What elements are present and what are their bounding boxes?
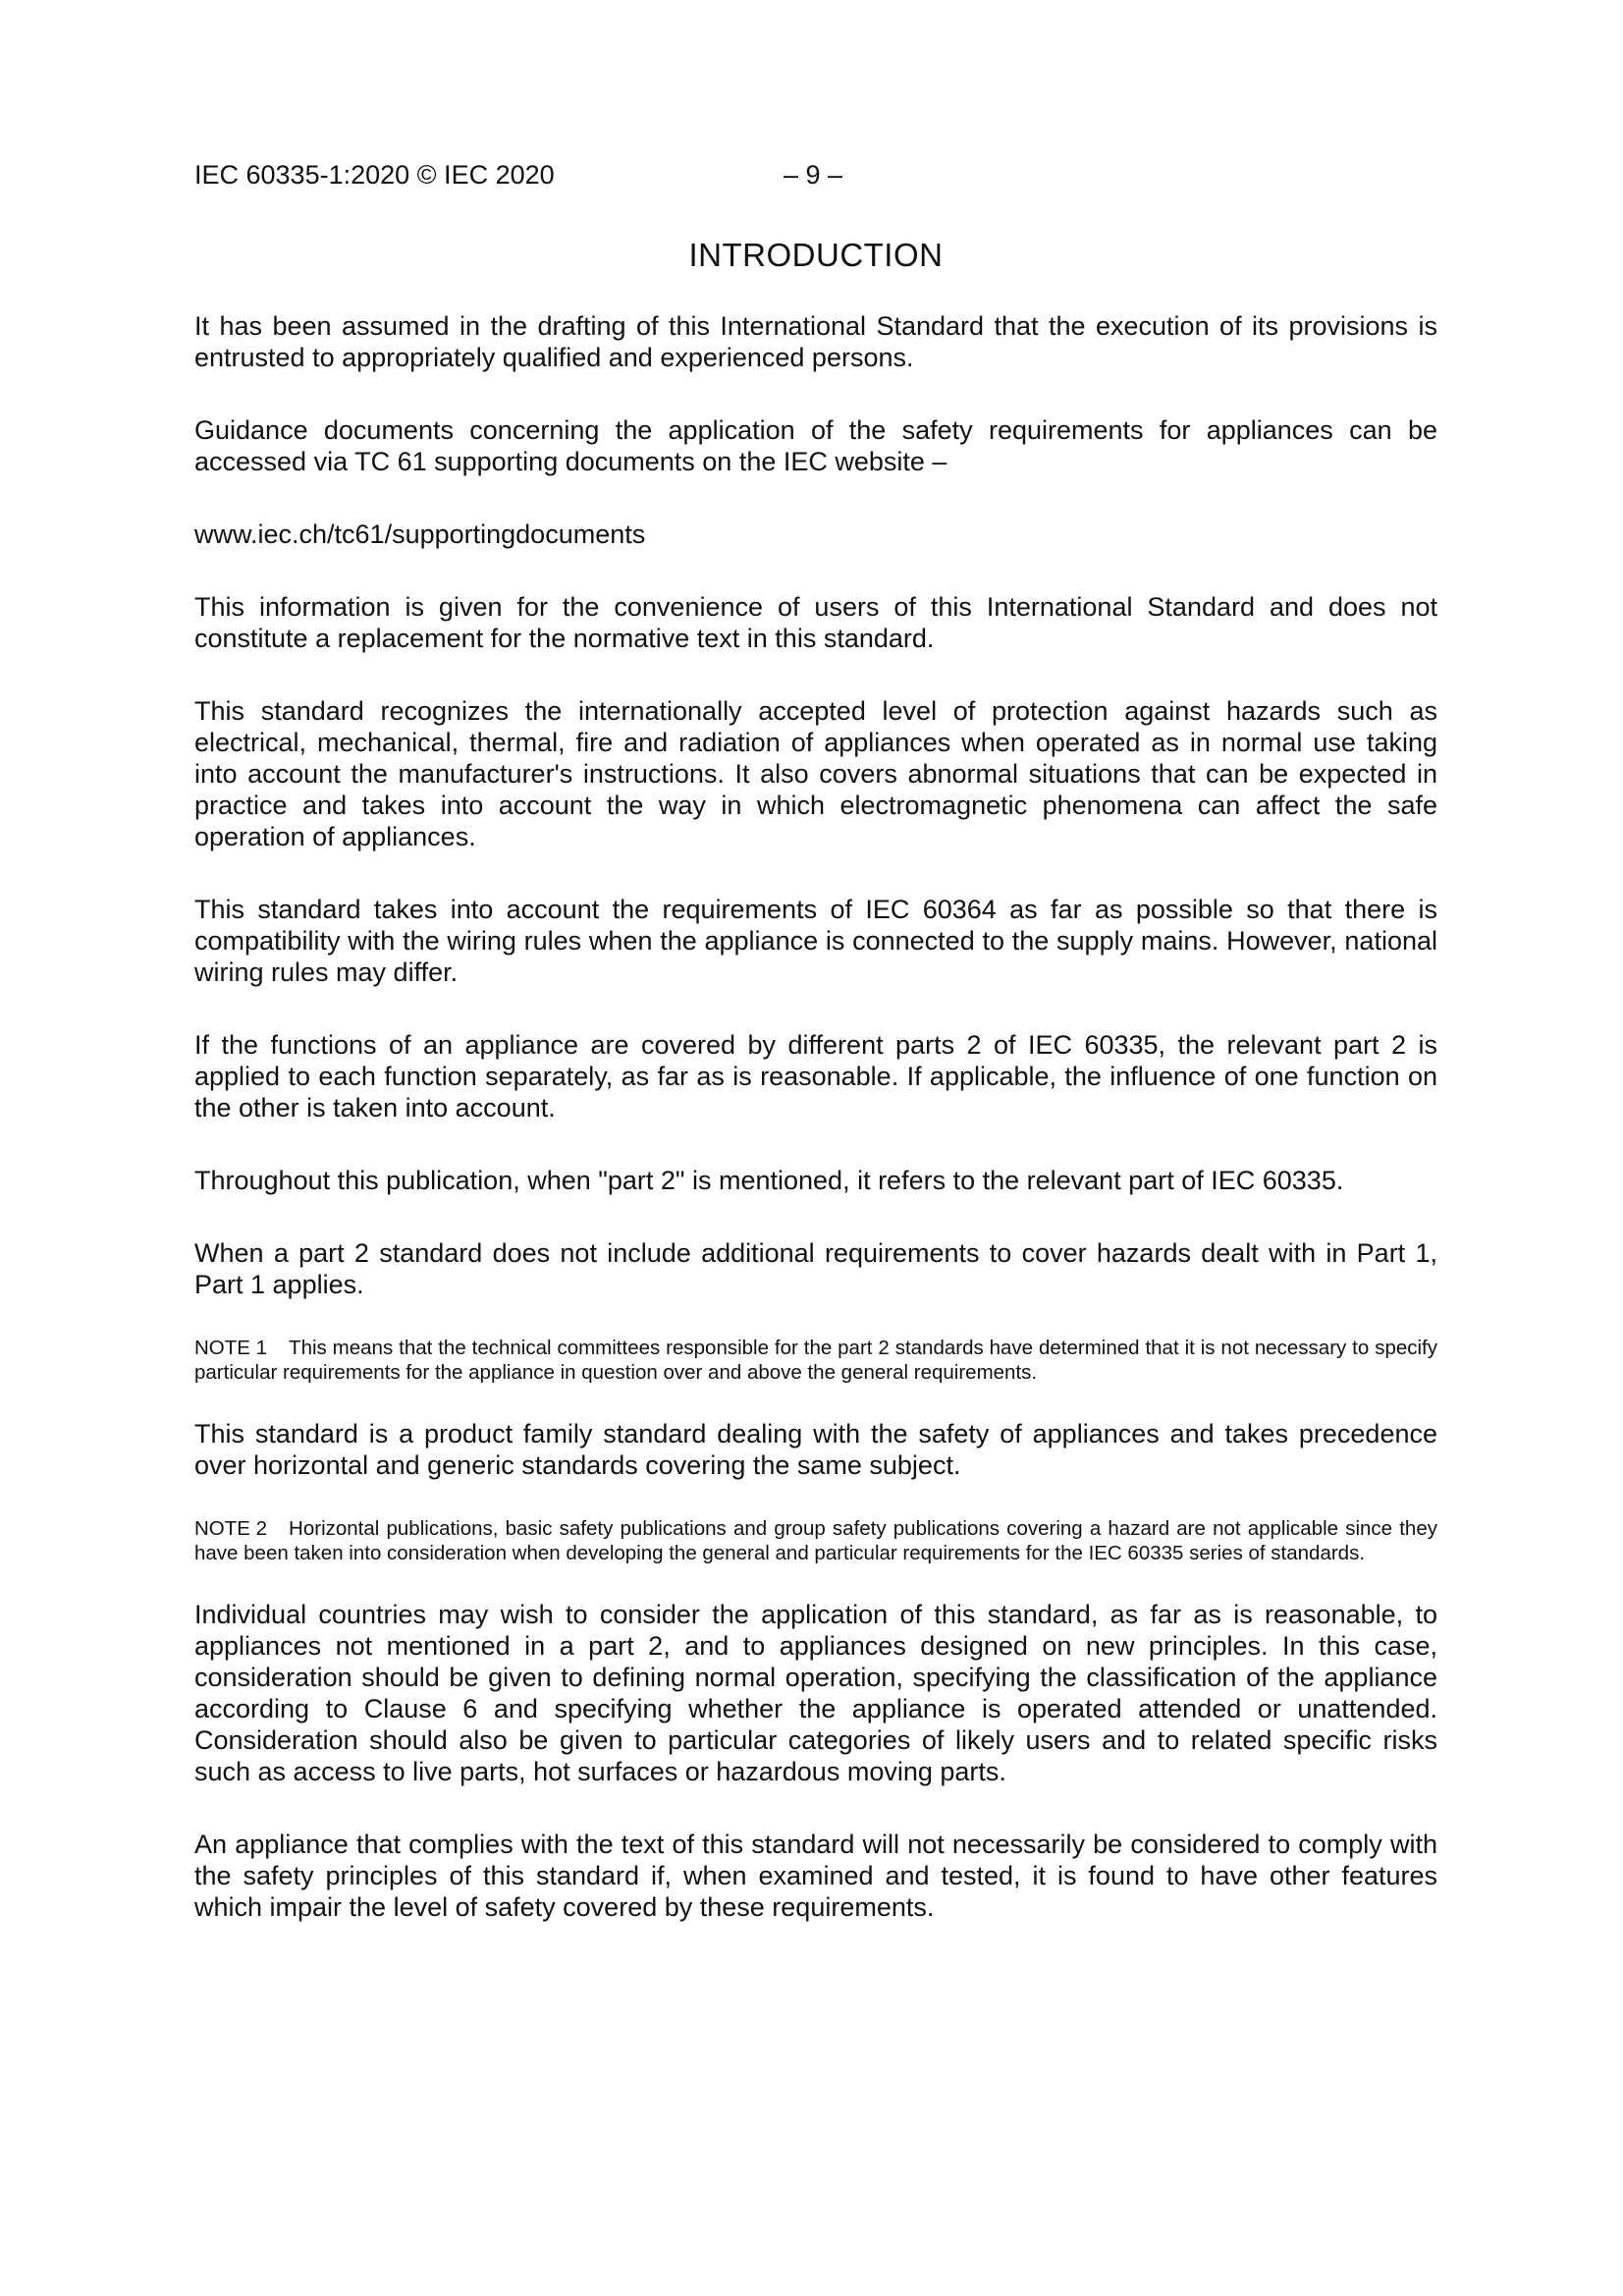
- paragraph-part2-definition: Throughout this publication, when "part 2" is mentioned, it refers to the relevant part of IEC 60335.: [194, 1166, 1344, 1195]
- paragraph-individual-countries: Individual countries may wish to consider the application of this standard, as far as is reasonable, to appliances not mentioned in a part 2, and to appliances designed on new principles. In this case, consideration should be given to defining normal operation, specifying the classification of the appliance according to Clause 6 and specifying whether the appliance is operated attended or unattended. Consideration should also be given to particular categories of likely users and to related specific risks such as access to live parts, hot surfaces or hazardous moving parts.: [194, 1600, 1437, 1786]
- note-1-label: NOTE 1: [194, 1337, 268, 1359]
- paragraph-guidance-documents: Guidance documents concerning the application of the safety requirements for appliances can be accessed via TC 61 supporting documents on the IEC website –: [194, 415, 1437, 476]
- paragraph-functions-parts: If the functions of an appliance are covered by different parts 2 of IEC 60335, the relevant part 2 is applied to each function separately, as far as is reasonable. If applicable, the influence of one function on the other is taken into account.: [194, 1030, 1437, 1122]
- paragraph-part1-applies: When a part 2 standard does not include additional requirements to cover hazards dealt with in Part 1, Part 1 applies.: [194, 1238, 1437, 1299]
- paragraph-convenience-info: This information is given for the convenience of users of this International Standard and does not constitute a replacement for the normative text in this standard.: [194, 592, 1437, 653]
- paragraph-product-family: This standard is a product family standard dealing with the safety of appliances and takes precedence over horizontal and generic standards covering the same subject.: [194, 1419, 1437, 1480]
- paragraph-protection-level: This standard recognizes the internationally accepted level of protection against hazards such as electrical, mechanical, thermal, fire and radiation of appliances when operated as in normal use taking into account the manufacturer's instructions. It also covers abnormal situations that can be expected in practice and takes into account the way in which electromagnetic phenomena can affect the safe operation of appliances.: [194, 696, 1437, 851]
- running-header: [194, 159, 1437, 191]
- paragraph-compliance: An appliance that complies with the text of this standard will not necessarily be considered to comply with the safety principles of this standard if, when examined and tested, it is found to have other features which impair the level of safety covered by these requirements.: [194, 1830, 1437, 1922]
- document-body: [194, 310, 1437, 1964]
- note-2-text: Horizontal publications, basic safety publications and group safety publications covering a hazard are not applicable since they have been taken into consideration when developing the general and particular requirements for the IEC 60335 series of standards.: [194, 1517, 1437, 1564]
- paragraph-qualified-persons: It has been assumed in the drafting of this International Standard that the execution of its provisions is entrusted to appropriately qualified and experienced persons.: [194, 311, 1437, 372]
- note-2: [194, 1516, 1437, 1565]
- paragraph-wiring-rules: This standard takes into account the requirements of IEC 60364 as far as possible so that there is compatibility with the wiring rules when the appliance is connected to the supply mains. However, national wiring rules may differ.: [194, 895, 1437, 987]
- note-1-text: This means that the technical committees responsible for the part 2 standards have determined that it is not necessary to specify particular requirements for the appliance in question over and above the general requirements.: [194, 1337, 1437, 1384]
- section-title: INTRODUCTION: [688, 237, 944, 273]
- header-page-number: – 9 –: [784, 160, 843, 190]
- note-1: [194, 1336, 1437, 1385]
- header-document-id: IEC 60335-1:2020 © IEC 2020: [194, 160, 555, 190]
- note-2-label: NOTE 2: [194, 1517, 268, 1540]
- supporting-documents-link[interactable]: www.iec.ch/tc61/supportingdocuments: [194, 519, 646, 549]
